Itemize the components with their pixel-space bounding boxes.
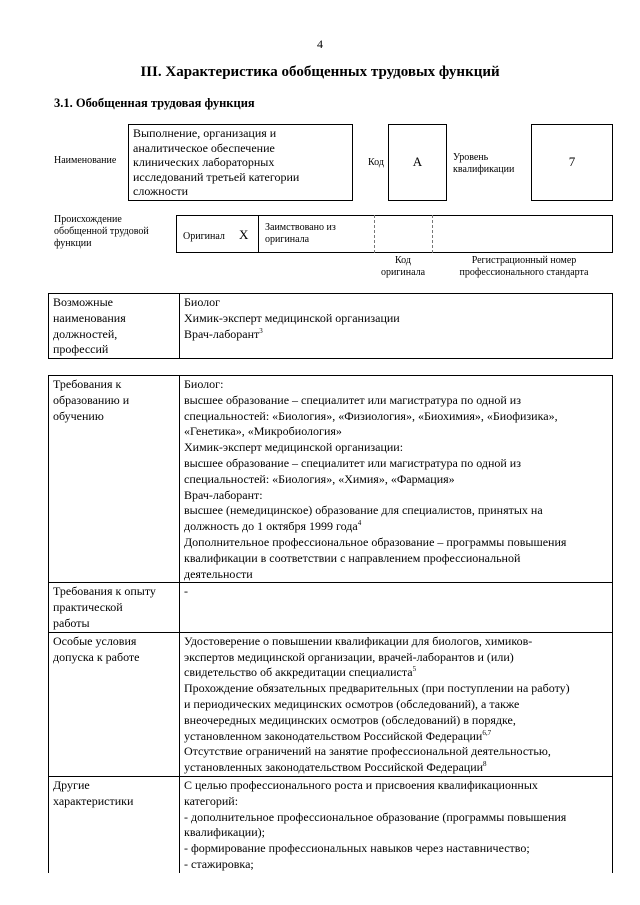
education-line: специальностей: «Биология», «Химия», «Фармация» bbox=[184, 471, 455, 486]
special-conditions-line bbox=[184, 665, 608, 681]
name-label: Наименование bbox=[54, 155, 117, 166]
table-row bbox=[49, 294, 613, 359]
original-label: Оригинал bbox=[183, 231, 225, 242]
other-line: квалификации); bbox=[184, 825, 265, 840]
other-line: категорий: bbox=[184, 793, 239, 808]
special-conditions-line: внеочередных медицинских осмотров (обследований) в порядке, bbox=[184, 712, 516, 727]
education-label-line: Требования к bbox=[53, 377, 122, 391]
positions-label-line: должностей, bbox=[53, 326, 118, 341]
table-row bbox=[49, 776, 613, 872]
education-label-line: обучению bbox=[53, 408, 104, 423]
requirements-table bbox=[48, 375, 613, 873]
other-line: С целью профессионального роста и присвоения квалификационных bbox=[184, 777, 538, 792]
level-label-line: Уровень bbox=[453, 152, 489, 163]
origin-divider bbox=[374, 215, 375, 253]
origin-label-line: обобщенной трудовой bbox=[54, 226, 149, 237]
experience-label-cell bbox=[49, 583, 180, 632]
experience-label-line: Требования к опыту bbox=[53, 584, 156, 599]
education-line: деятельности bbox=[184, 566, 253, 581]
position-item: Биолог bbox=[184, 295, 221, 309]
education-label-line: образованию и bbox=[53, 392, 130, 407]
level-label-line: квалификации bbox=[453, 164, 515, 175]
education-line: высшее образование – специалитет или магистратура по одной из bbox=[184, 392, 521, 407]
experience-label-line: практической bbox=[53, 600, 123, 615]
special-conditions-line: экспертов медицинской организации, врачей-лаборантов и (или) bbox=[184, 649, 514, 664]
education-line: квалификации в соответствии с направлением профессиональной bbox=[184, 550, 521, 565]
positions-value-cell bbox=[180, 294, 613, 359]
experience-label-line: работы bbox=[53, 615, 90, 630]
special-conditions-line: Прохождение обязательных предварительных (при поступлении на работу) bbox=[184, 681, 570, 696]
code-label: Код bbox=[368, 157, 384, 168]
education-line bbox=[184, 519, 608, 535]
caption-code-line: оригинала bbox=[380, 267, 426, 278]
education-line: высшее (немедицинское) образование для специалистов, принятых на bbox=[184, 503, 543, 518]
special-conditions-line bbox=[184, 760, 608, 776]
caption-reg-line: профессионального стандарта bbox=[459, 267, 589, 278]
footnote-ref: 5 bbox=[412, 665, 417, 674]
caption-reg-line: Регистрационный номер bbox=[471, 255, 577, 266]
original-mark: X bbox=[239, 227, 249, 242]
origin-label-line: функции bbox=[54, 238, 92, 249]
other-line: - формирование профессиональных навыков через наставничество; bbox=[184, 841, 530, 856]
special-conditions-line: и периодических медицинских осмотров (обследований), а также bbox=[184, 696, 520, 711]
positions-label-line: Возможные bbox=[53, 295, 113, 309]
education-line: Врач-лаборант: bbox=[184, 487, 263, 502]
education-line: высшее образование – специалитет или магистратура по одной из bbox=[184, 455, 521, 470]
education-line: специальностей: «Биология», «Физиология», «Биохимия», «Биофизика», bbox=[184, 408, 558, 423]
experience-value: - bbox=[184, 584, 188, 599]
education-label-cell bbox=[49, 376, 180, 583]
table-row bbox=[49, 632, 613, 776]
special-conditions-label-line: допуска к работе bbox=[53, 649, 140, 664]
positions-label-line: профессий bbox=[53, 342, 109, 357]
other-line: - стажировка; bbox=[184, 856, 254, 871]
table-row bbox=[49, 583, 613, 632]
other-label-line: Другие bbox=[53, 777, 90, 792]
level-value: 7 bbox=[568, 154, 576, 169]
position-item-text: Врач-лаборант bbox=[184, 326, 260, 341]
function-name-line: сложности bbox=[133, 184, 189, 199]
special-conditions-line-text: установленном законодательством Российской Федерации bbox=[184, 728, 483, 743]
education-line: Химик-эксперт медицинской организации: bbox=[184, 440, 404, 455]
origin-label-line: Происхождение bbox=[54, 214, 122, 225]
position-item: Химик-эксперт медицинской организации bbox=[184, 310, 400, 325]
page-number: 4 bbox=[317, 37, 323, 51]
origin-divider bbox=[258, 215, 259, 253]
code-value: А bbox=[412, 154, 423, 169]
borrowed-label-line: оригинала bbox=[265, 234, 310, 245]
section-title: III. Характеристика обобщенных трудовых функций bbox=[140, 64, 500, 80]
function-name-line: исследований третьей категории bbox=[133, 169, 300, 184]
borrowed-label-line: Заимствовано из bbox=[265, 222, 336, 233]
subsection-title: 3.1. Обобщенная трудовая функция bbox=[54, 96, 255, 110]
function-name-line: аналитическое обеспечение bbox=[133, 140, 275, 155]
special-conditions-line bbox=[184, 729, 608, 745]
experience-value-cell bbox=[180, 583, 613, 632]
positions-label-cell bbox=[49, 294, 180, 359]
function-name-line: клинических лабораторных bbox=[133, 155, 275, 170]
position-item bbox=[184, 327, 608, 343]
special-conditions-line: Удостоверение о повышении квалификации для биологов, химиков- bbox=[184, 633, 533, 648]
education-line: Биолог: bbox=[184, 377, 224, 391]
education-line: «Генетика», «Микробиология» bbox=[184, 424, 342, 439]
positions-label-line: наименования bbox=[53, 310, 126, 325]
special-conditions-label-cell bbox=[49, 632, 180, 776]
positions-table bbox=[48, 293, 613, 359]
table-row bbox=[49, 376, 613, 583]
education-line-text: должность до 1 октября 1999 года bbox=[184, 519, 358, 534]
other-label-line: характеристики bbox=[53, 793, 134, 808]
footnote-ref: 6,7 bbox=[482, 728, 492, 737]
origin-divider bbox=[432, 215, 433, 253]
other-label-cell bbox=[49, 776, 180, 872]
footnote-ref: 3 bbox=[259, 326, 263, 335]
other-value-cell bbox=[180, 776, 613, 872]
caption-code-line: Код bbox=[395, 255, 411, 266]
other-line: - дополнительное профессиональное образование (программы повышения bbox=[184, 809, 567, 824]
education-line: Дополнительное профессиональное образование – программы повышения bbox=[184, 534, 567, 549]
function-name-line: Выполнение, организация и bbox=[133, 126, 277, 140]
special-conditions-label-line: Особые условия bbox=[53, 633, 137, 648]
special-conditions-line-text: свидетельство об аккредитации специалиста bbox=[184, 665, 413, 680]
function-name-box bbox=[128, 124, 353, 201]
special-conditions-line: Отсутствие ограничений на занятие профессиональной деятельностью, bbox=[184, 744, 551, 759]
special-conditions-value-cell bbox=[180, 632, 613, 776]
footnote-ref: 8 bbox=[483, 760, 487, 769]
special-conditions-line-text: установленных законодательством Российской Федерации bbox=[184, 760, 484, 775]
footnote-ref: 4 bbox=[357, 519, 362, 528]
education-value-cell bbox=[180, 376, 613, 583]
